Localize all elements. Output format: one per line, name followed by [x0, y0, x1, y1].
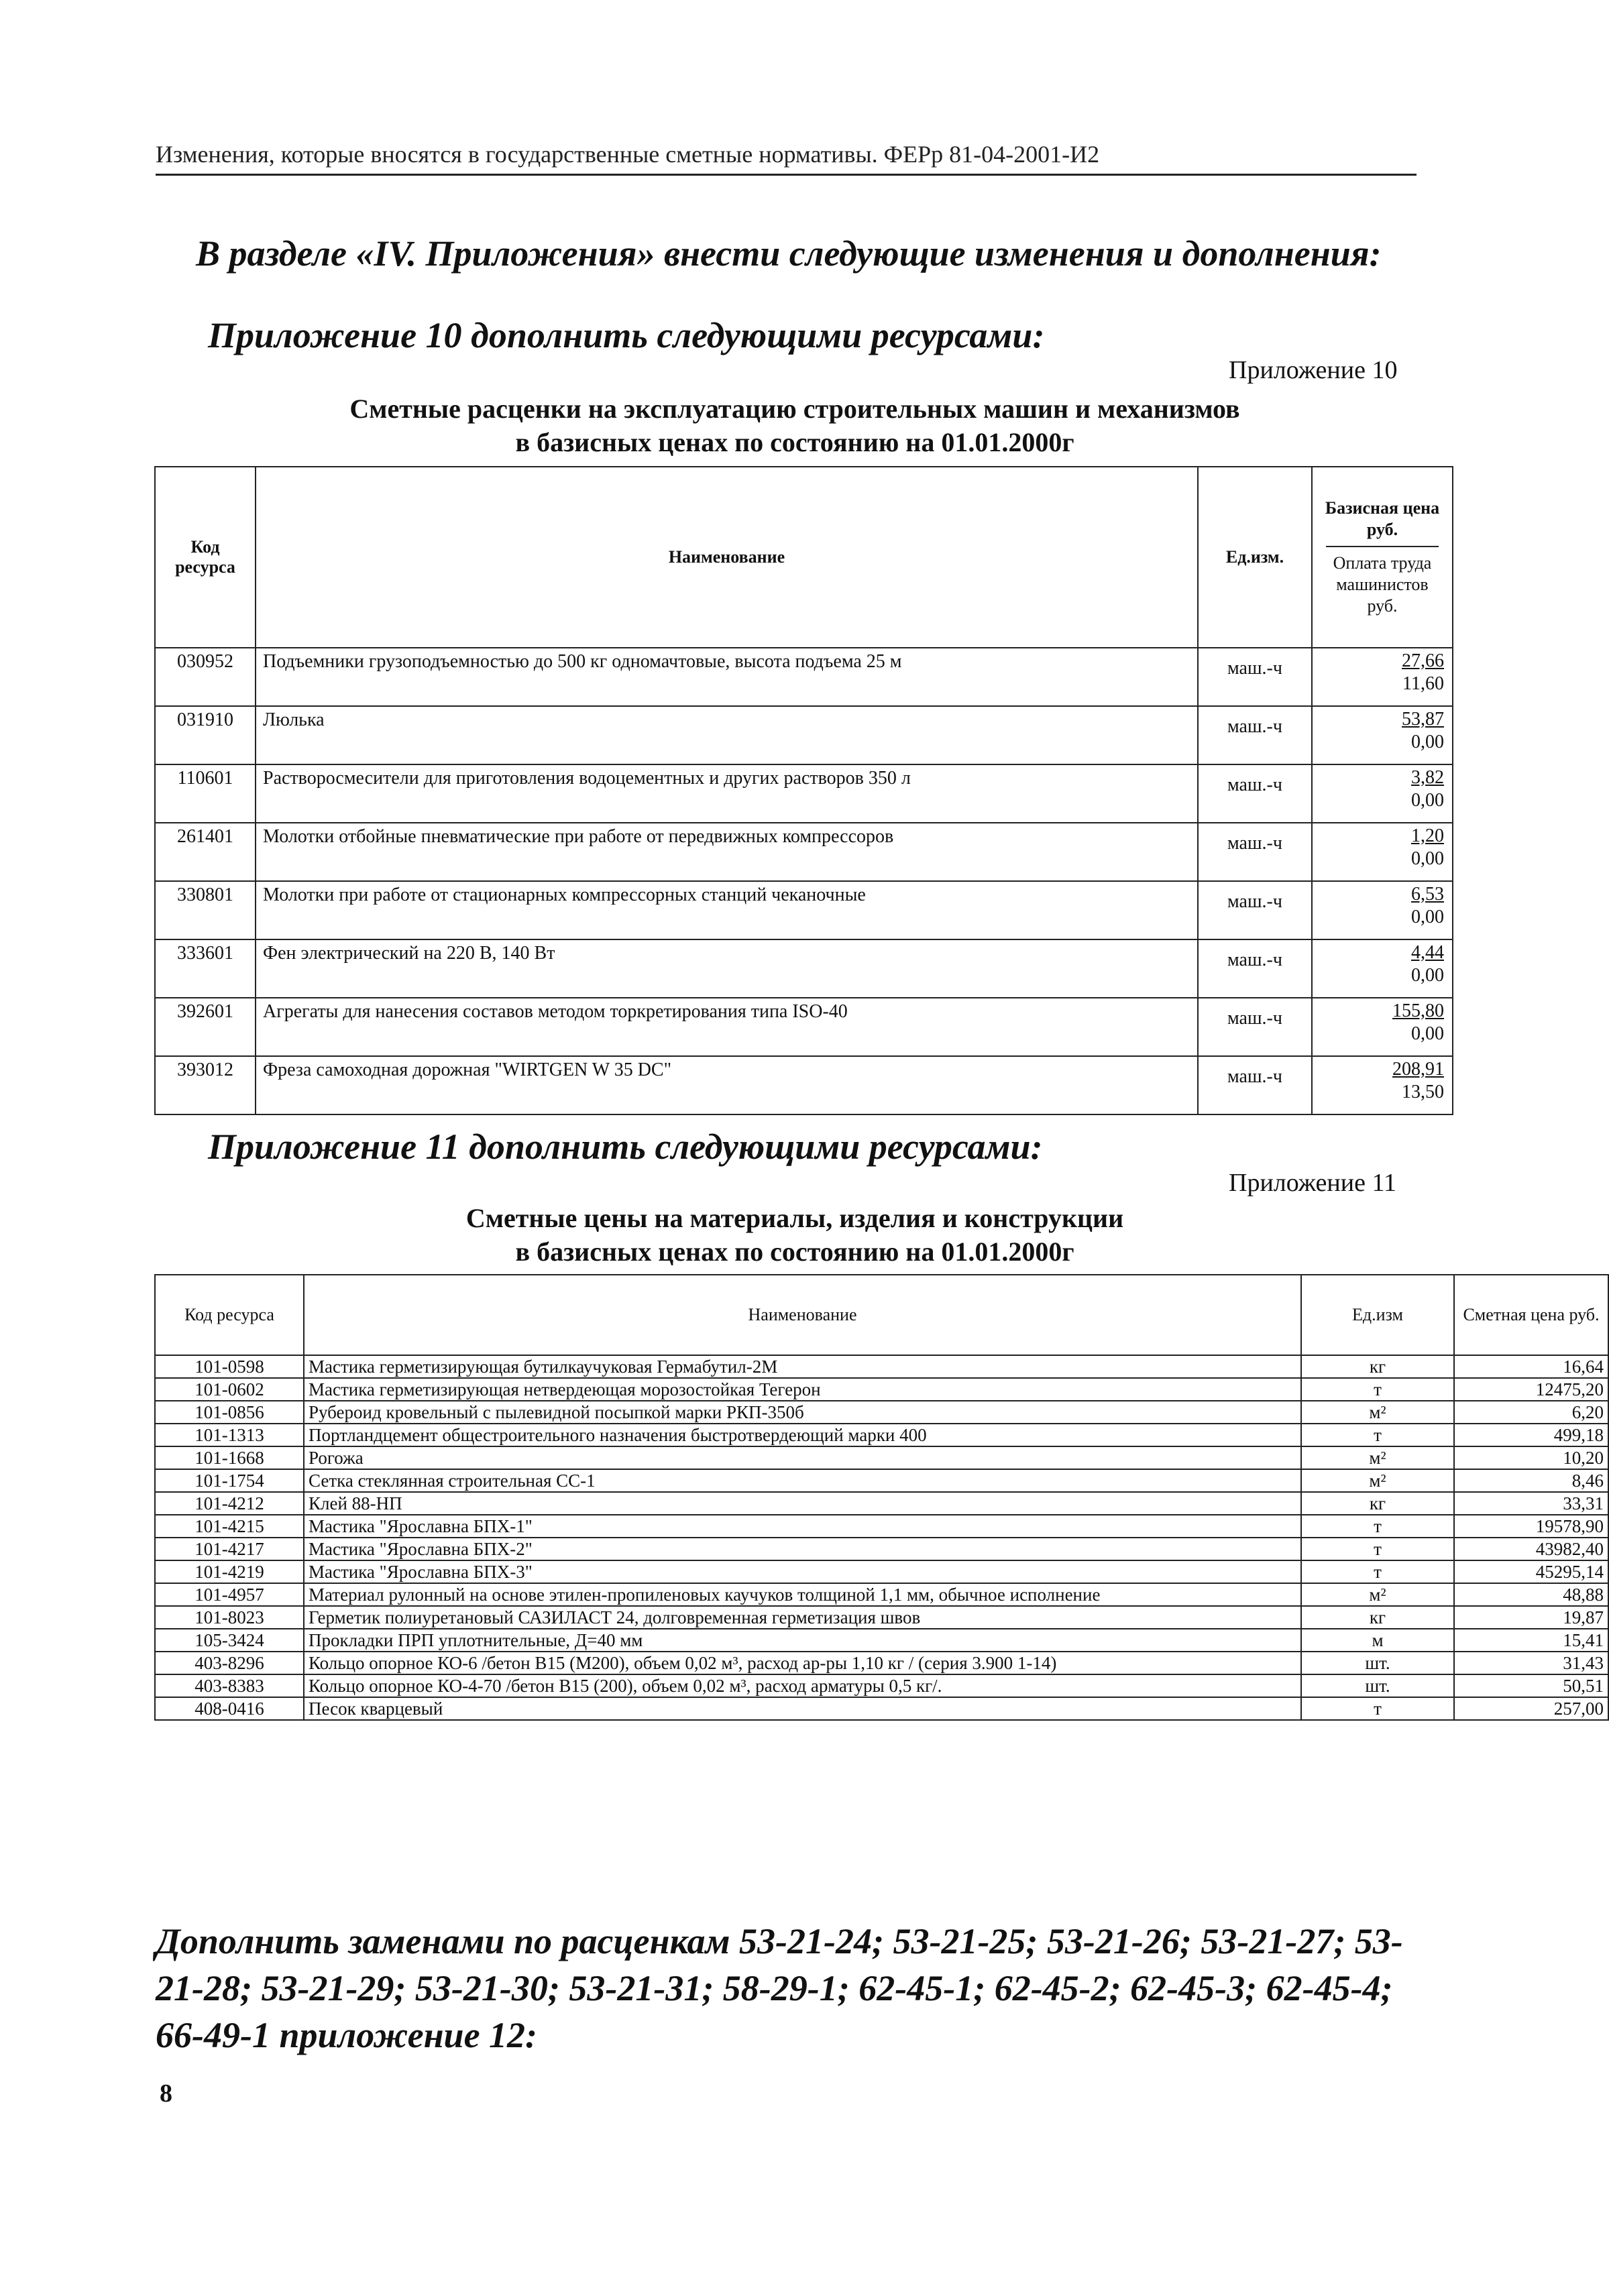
resource-unit: кг	[1301, 1355, 1454, 1378]
table-row	[155, 1492, 1608, 1515]
running-header: Изменения, которые вносятся в государственные сметные нормативы. ФЕРр 81-04-2001-И2	[156, 137, 1417, 176]
resource-price: 499,18	[1454, 1424, 1608, 1446]
resource-name: Рубероид кровельный с пылевидной посыпкой марки РКП-350б	[304, 1401, 1301, 1424]
appendix11-label: Приложение 11	[1229, 1169, 1397, 1197]
labor-price: 0,00	[1411, 848, 1444, 869]
resource-name: Растворосмесители для приготовления водоцементных и других растворов 350 л	[256, 764, 1198, 823]
resource-code: 403-8383	[155, 1674, 304, 1697]
resource-price	[1312, 823, 1453, 881]
column-header-name: Наименование	[304, 1275, 1301, 1355]
resource-code: 101-1754	[155, 1469, 304, 1492]
resource-price: 50,51	[1454, 1674, 1608, 1697]
resource-name: Сетка стеклянная строительная СС-1	[304, 1469, 1301, 1492]
resource-code: 330801	[155, 881, 256, 939]
resource-unit: маш.-ч	[1198, 648, 1312, 706]
column-header-code: Код ресурса	[155, 467, 256, 648]
appendix10-caption-line1: Сметные расценки на эксплуатацию строительных машин и механизмов	[349, 394, 1240, 424]
resource-code: 101-0602	[155, 1378, 304, 1401]
table-row	[155, 1515, 1608, 1538]
table-row	[155, 1697, 1608, 1720]
table-row	[155, 823, 1453, 881]
labor-price: 0,00	[1411, 965, 1444, 986]
appendix11-caption-line1: Сметные цены на материалы, изделия и конструкции	[465, 1203, 1124, 1233]
resource-unit: м²	[1301, 1583, 1454, 1606]
resource-unit: маш.-ч	[1198, 823, 1312, 881]
resource-name: Герметик полиуретановый САЗИЛАСТ 24, долговременная герметизация швов	[304, 1606, 1301, 1629]
table-row	[155, 1538, 1608, 1560]
resource-price	[1312, 706, 1453, 764]
resource-unit: маш.-ч	[1198, 998, 1312, 1056]
resource-price: 10,20	[1454, 1446, 1608, 1469]
resource-price: 15,41	[1454, 1629, 1608, 1652]
column-header-base-price: Базисная цена руб.	[1325, 498, 1440, 539]
labor-price: 13,50	[1402, 1082, 1444, 1102]
resource-price	[1312, 1056, 1453, 1114]
resource-name: Мастика герметизирующая нетвердеющая морозостойкая Тегерон	[304, 1378, 1301, 1401]
table-row	[155, 1355, 1608, 1378]
resource-unit: т	[1301, 1560, 1454, 1583]
resource-name: Люлька	[256, 706, 1198, 764]
base-price: 27,66	[1402, 650, 1444, 671]
table-row	[155, 1606, 1608, 1629]
resource-code: 030952	[155, 648, 256, 706]
appendix10-caption-line2: в базисных ценах по состоянию на 01.01.2000г	[515, 427, 1074, 457]
resource-code: 101-0598	[155, 1355, 304, 1378]
column-header-unit: Ед.изм.	[1198, 467, 1312, 648]
materials-table	[154, 1274, 1609, 1721]
column-header-code: Код ресурса	[155, 1275, 304, 1355]
resource-code: 403-8296	[155, 1652, 304, 1674]
resource-unit: м²	[1301, 1446, 1454, 1469]
resource-unit: маш.-ч	[1198, 764, 1312, 823]
resource-name: Кольцо опорное КО-6 /бетон В15 (М200), объем 0,02 м³, расход ар-ры 1,10 кг / (серия 3.900 1-14)	[304, 1652, 1301, 1674]
section-heading: В разделе «IV. Приложения» внести следующие изменения и дополнения:	[196, 233, 1382, 274]
resource-name: Кольцо опорное КО-4-70 /бетон В15 (200), объем 0,02 м³, расход арматуры 0,5 кг/.	[304, 1674, 1301, 1697]
appendix10-caption	[221, 392, 1368, 459]
resource-unit: м²	[1301, 1401, 1454, 1424]
resource-price: 16,64	[1454, 1355, 1608, 1378]
resource-code: 101-4212	[155, 1492, 304, 1515]
resource-price	[1312, 881, 1453, 939]
resource-unit: т	[1301, 1424, 1454, 1446]
resource-code: 101-4957	[155, 1583, 304, 1606]
resource-price	[1312, 648, 1453, 706]
resource-name: Мастика "Ярославна БПХ-2"	[304, 1538, 1301, 1560]
resource-unit: маш.-ч	[1198, 706, 1312, 764]
resource-unit: маш.-ч	[1198, 1056, 1312, 1114]
table-row	[155, 1424, 1608, 1446]
table-row	[155, 1560, 1608, 1583]
table-row	[155, 706, 1453, 764]
resource-price: 48,88	[1454, 1583, 1608, 1606]
table-row	[155, 1446, 1608, 1469]
resource-code: 101-0856	[155, 1401, 304, 1424]
resource-price: 33,31	[1454, 1492, 1608, 1515]
resource-name: Подъемники грузоподъемностью до 500 кг одномачтовые, высота подъема 25 м	[256, 648, 1198, 706]
resource-name: Портландцемент общестроительного назначения быстротвердеющий марки 400	[304, 1424, 1301, 1446]
table-row	[155, 939, 1453, 998]
resource-unit: т	[1301, 1697, 1454, 1720]
column-header-price: Сметная цена руб.	[1454, 1275, 1608, 1355]
resource-code: 031910	[155, 706, 256, 764]
resource-price: 31,43	[1454, 1652, 1608, 1674]
resource-name: Молотки при работе от стационарных компрессорных станций чеканочные	[256, 881, 1198, 939]
resource-name: Материал рулонный на основе этилен-пропиленовых каучуков толщиной 1,1 мм, обычное исполнение	[304, 1583, 1301, 1606]
appendix11-caption	[335, 1202, 1254, 1269]
resource-price: 8,46	[1454, 1469, 1608, 1492]
resource-unit: т	[1301, 1538, 1454, 1560]
resource-code: 101-4215	[155, 1515, 304, 1538]
resource-name: Фреза самоходная дорожная "WIRTGEN W 35 DC"	[256, 1056, 1198, 1114]
resource-code: 333601	[155, 939, 256, 998]
resource-code: 110601	[155, 764, 256, 823]
resource-code: 105-3424	[155, 1629, 304, 1652]
closing-instruction: Дополнить заменами по расценкам 53-21-24; 53-21-25; 53-21-26; 53-21-27; 53-21-28; 53-21-29; 53-21-30; 53-21-31; 58-29-1; 62-45-1; 62-45-2; 62-45-3; 62-45-4; 66-49-1 приложение 12:	[156, 1921, 1403, 2055]
column-header-name: Наименование	[256, 467, 1198, 648]
resource-code: 261401	[155, 823, 256, 881]
resource-code: 101-1313	[155, 1424, 304, 1446]
resource-price: 43982,40	[1454, 1538, 1608, 1560]
table-row	[155, 1401, 1608, 1424]
resource-price: 19578,90	[1454, 1515, 1608, 1538]
resource-code: 101-4217	[155, 1538, 304, 1560]
table-row	[155, 1469, 1608, 1492]
table-row	[155, 1652, 1608, 1674]
resource-code: 392601	[155, 998, 256, 1056]
table-row	[155, 1056, 1453, 1114]
resource-unit: м	[1301, 1629, 1454, 1652]
resource-price: 6,20	[1454, 1401, 1608, 1424]
resource-name: Песок кварцевый	[304, 1697, 1301, 1720]
resource-code: 393012	[155, 1056, 256, 1114]
base-price: 3,82	[1411, 767, 1444, 788]
base-price: 1,20	[1411, 825, 1444, 846]
resource-code: 101-1668	[155, 1446, 304, 1469]
resource-unit: маш.-ч	[1198, 939, 1312, 998]
resource-unit: шт.	[1301, 1674, 1454, 1697]
base-price: 208,91	[1392, 1059, 1444, 1080]
resource-name: Рогожа	[304, 1446, 1301, 1469]
labor-price: 11,60	[1402, 673, 1444, 694]
resource-name: Фен электрический на 220 В, 140 Вт	[256, 939, 1198, 998]
resource-unit: т	[1301, 1515, 1454, 1538]
column-header-unit: Ед.изм	[1301, 1275, 1454, 1355]
page-number: 8	[160, 2079, 172, 2108]
base-price: 4,44	[1411, 942, 1444, 963]
appendix11-caption-line2: в базисных ценах по состоянию на 01.01.2000г	[515, 1237, 1074, 1267]
table-row	[155, 1583, 1608, 1606]
resource-price	[1312, 764, 1453, 823]
resource-price: 12475,20	[1454, 1378, 1608, 1401]
base-price: 155,80	[1392, 1000, 1444, 1021]
resource-name: Мастика "Ярославна БПХ-1"	[304, 1515, 1301, 1538]
base-price: 53,87	[1402, 709, 1444, 730]
resource-name: Мастика герметизирующая бутилкаучуковая Гермабутил-2М	[304, 1355, 1301, 1378]
resource-price	[1312, 998, 1453, 1056]
resource-unit: кг	[1301, 1492, 1454, 1515]
resource-unit: шт.	[1301, 1652, 1454, 1674]
resource-name: Молотки отбойные пневматические при работе от передвижных компрессоров	[256, 823, 1198, 881]
resource-price	[1312, 939, 1453, 998]
resource-price: 45295,14	[1454, 1560, 1608, 1583]
appendix11-heading: Приложение 11 дополнить следующими ресурсами:	[208, 1127, 1043, 1167]
labor-price: 0,00	[1411, 790, 1444, 811]
resource-code: 101-8023	[155, 1606, 304, 1629]
table-row	[155, 1674, 1608, 1697]
table-row	[155, 881, 1453, 939]
resource-price: 257,00	[1454, 1697, 1608, 1720]
base-price: 6,53	[1411, 884, 1444, 905]
appendix10-heading: Приложение 10 дополнить следующими ресурсами:	[208, 315, 1045, 355]
table-row	[155, 1378, 1608, 1401]
table-row	[155, 648, 1453, 706]
column-header-price	[1312, 467, 1453, 648]
column-header-labor-price: Оплата труда машинистов руб.	[1333, 553, 1432, 616]
resource-unit: м²	[1301, 1469, 1454, 1492]
appendix10-label: Приложение 10	[1229, 356, 1398, 384]
resource-unit: маш.-ч	[1198, 881, 1312, 939]
machines-table	[154, 466, 1453, 1115]
table-row	[155, 998, 1453, 1056]
resource-unit: кг	[1301, 1606, 1454, 1629]
resource-name: Агрегаты для нанесения составов методом торкретирования типа ISO-40	[256, 998, 1198, 1056]
resource-name: Клей 88-НП	[304, 1492, 1301, 1515]
table-row	[155, 764, 1453, 823]
labor-price: 0,00	[1411, 907, 1444, 927]
labor-price: 0,00	[1411, 1023, 1444, 1044]
labor-price: 0,00	[1411, 732, 1444, 752]
table-row	[155, 1629, 1608, 1652]
resource-code: 408-0416	[155, 1697, 304, 1720]
resource-code: 101-4219	[155, 1560, 304, 1583]
resource-price: 19,87	[1454, 1606, 1608, 1629]
resource-name: Мастика "Ярославна БПХ-3"	[304, 1560, 1301, 1583]
resource-unit: т	[1301, 1378, 1454, 1401]
resource-name: Прокладки ПРП уплотнительные, Д=40 мм	[304, 1629, 1301, 1652]
